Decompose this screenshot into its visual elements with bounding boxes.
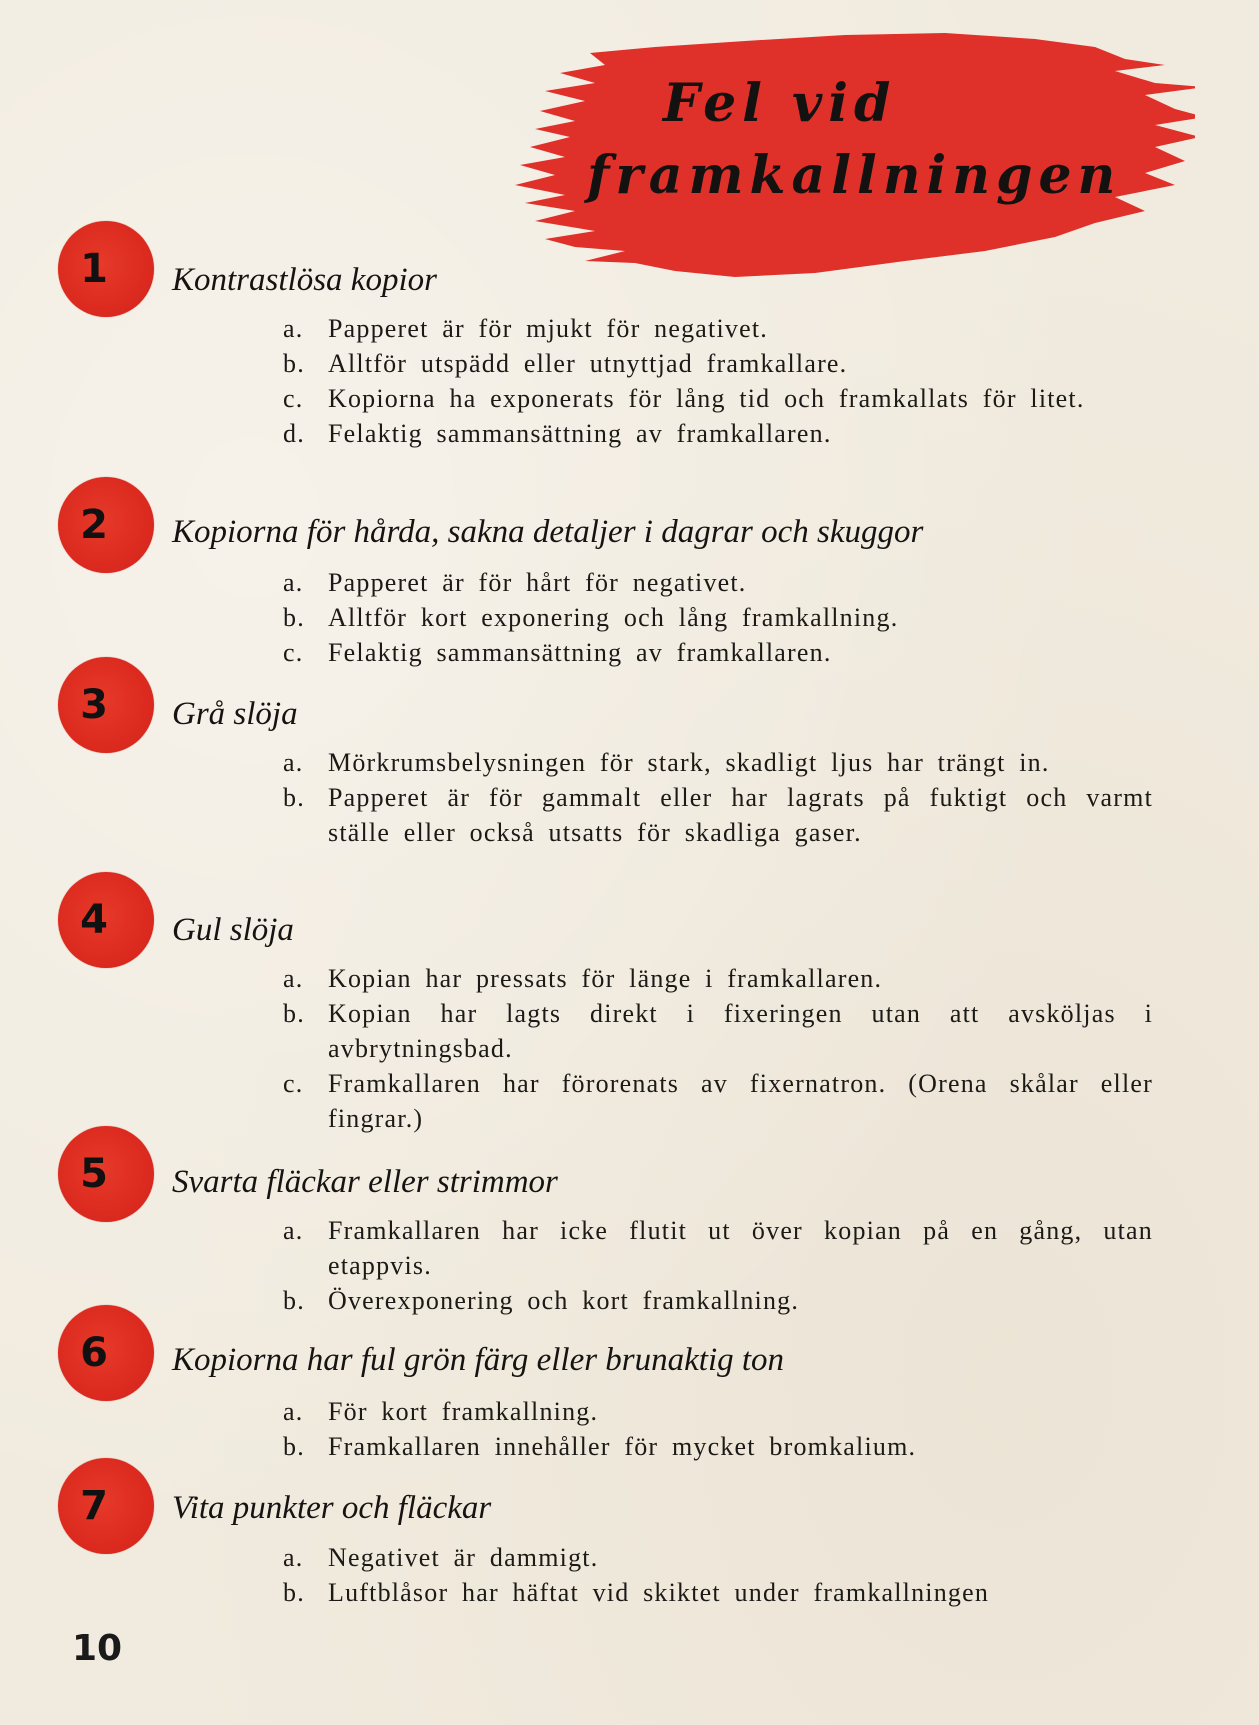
number-badge [58, 1126, 154, 1222]
list-item [283, 416, 1153, 451]
badge-number: 4 [80, 897, 108, 943]
number-badge [58, 1458, 154, 1554]
item-letter: b. [283, 783, 305, 812]
list-item [283, 1283, 1153, 1318]
item-text: Alltför kort exponering och lång framkallning. [328, 603, 899, 632]
section-heading: Vita punkter och fläckar [172, 1490, 492, 1526]
item-text: Alltför utspädd eller utnyttjad framkallare. [328, 349, 848, 378]
item-text: Luftblåsor har häftat vid skiktet under framkallningen [328, 1578, 990, 1607]
item-text: Papperet är för mjukt för negativet. [328, 314, 768, 343]
title-banner [515, 25, 1195, 285]
number-badge [58, 477, 154, 573]
item-list [283, 1394, 1153, 1464]
item-letter: c. [283, 1069, 304, 1098]
item-list [283, 1213, 1153, 1318]
item-letter: b. [283, 603, 305, 632]
list-item [283, 1394, 1153, 1429]
section-heading: Kopiorna har ful grön färg eller brunaktig ton [172, 1342, 785, 1378]
item-letter: a. [283, 1397, 304, 1426]
item-text: Mörkrumsbelysningen för stark, skadligt ljus har trängt in. [328, 748, 1050, 777]
item-text: Kopian har lagts direkt i fixeringen utan att avsköljas i avbrytningsbad. [328, 999, 1153, 1063]
badge-number: 1 [80, 246, 108, 292]
section-heading: Kopiorna för hårda, sakna detaljer i dagrar och skuggor [172, 514, 924, 550]
list-item [283, 996, 1153, 1066]
page-title-line-1: Fel vid [663, 73, 897, 134]
list-item [283, 745, 1153, 780]
item-list [283, 745, 1153, 850]
item-text: Kopiorna ha exponerats för lång tid och framkallats för litet. [328, 384, 1085, 413]
item-list [283, 961, 1153, 1136]
item-text: Negativet är dammigt. [328, 1543, 599, 1572]
number-badge [58, 221, 154, 317]
list-item [283, 600, 1153, 635]
number-badge [58, 1305, 154, 1401]
item-letter: d. [283, 419, 305, 448]
list-item [283, 381, 1153, 416]
page-number: 10 [72, 1628, 123, 1669]
item-text: Överexponering och kort framkallning. [328, 1286, 800, 1315]
list-item [283, 1066, 1153, 1136]
item-text: Kopian har pressats för länge i framkallaren. [328, 964, 883, 993]
number-badge [58, 872, 154, 968]
list-item [283, 1429, 1153, 1464]
item-letter: a. [283, 1216, 304, 1245]
item-list [283, 311, 1153, 451]
section-heading: Grå slöja [172, 696, 298, 732]
item-letter: c. [283, 384, 304, 413]
badge-number: 6 [80, 1330, 108, 1376]
item-letter: b. [283, 1286, 305, 1315]
badge-number: 3 [80, 682, 108, 728]
item-letter: a. [283, 748, 304, 777]
item-letter: b. [283, 999, 305, 1028]
item-letter: b. [283, 1432, 305, 1461]
item-text: Framkallaren innehåller för mycket bromkalium. [328, 1432, 917, 1461]
badge-number: 5 [80, 1151, 108, 1197]
section-heading: Kontrastlösa kopior [172, 262, 437, 298]
list-item [283, 1213, 1153, 1283]
item-text: Felaktig sammansättning av framkallaren. [328, 638, 832, 667]
item-text: Framkallaren har icke flutit ut över kopian på en gång, utan etappvis. [328, 1216, 1153, 1280]
item-text: Felaktig sammansättning av framkallaren. [328, 419, 832, 448]
item-text: Papperet är för gammalt eller har lagrats på fuktigt och varmt ställe eller också utsatts för skadliga gaser. [328, 783, 1153, 847]
item-list [283, 565, 1153, 670]
item-letter: a. [283, 964, 304, 993]
list-item [283, 961, 1153, 996]
page-title-line-2: framkallningen [587, 145, 1122, 206]
badge-number: 7 [80, 1483, 108, 1529]
item-text: Framkallaren har förorenats av fixernatron. (Orena skålar eller fingrar.) [328, 1069, 1153, 1133]
item-text: För kort framkallning. [328, 1397, 599, 1426]
item-list [283, 1540, 1153, 1610]
item-letter: b. [283, 349, 305, 378]
list-item [283, 635, 1153, 670]
list-item [283, 1575, 1153, 1610]
section-heading: Svarta fläckar eller strimmor [172, 1164, 558, 1200]
item-letter: c. [283, 638, 304, 667]
list-item [283, 1540, 1153, 1575]
list-item [283, 565, 1153, 600]
badge-number: 2 [80, 502, 108, 548]
number-badge [58, 657, 154, 753]
item-letter: b. [283, 1578, 305, 1607]
list-item [283, 780, 1153, 850]
item-letter: a. [283, 1543, 304, 1572]
list-item [283, 311, 1153, 346]
item-text: Papperet är för hårt för negativet. [328, 568, 747, 597]
item-letter: a. [283, 568, 304, 597]
section-heading: Gul slöja [172, 912, 294, 948]
item-letter: a. [283, 314, 304, 343]
list-item [283, 346, 1153, 381]
